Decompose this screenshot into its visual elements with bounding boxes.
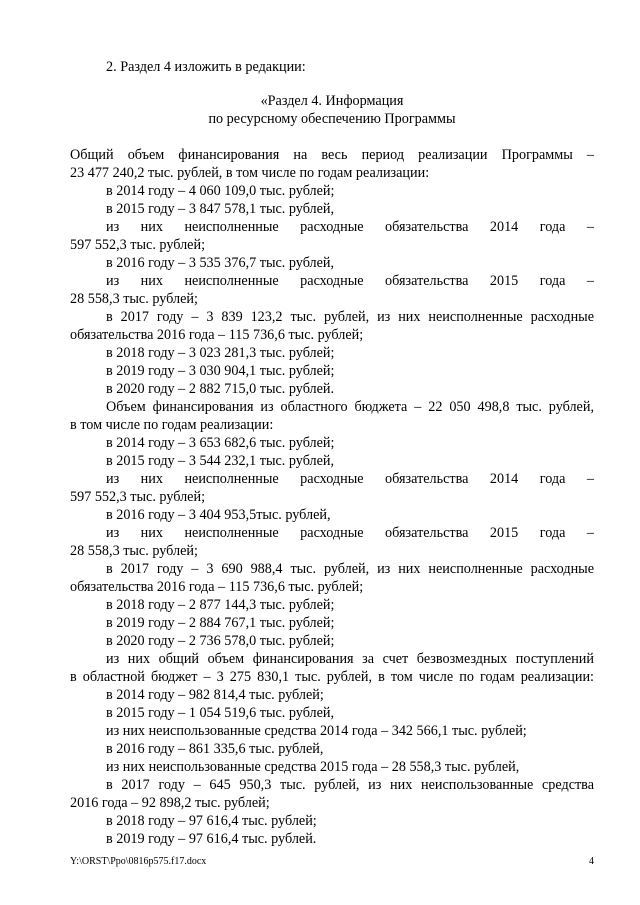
body-line: в областной бюджет – 3 275 830,1 тыс. рублей, в том числе по годам реализации: bbox=[70, 669, 594, 685]
section-subtitle: по ресурсному обеспечению Программы bbox=[208, 111, 456, 127]
body-line: в 2016 году – 3 404 953,5тыс. рублей, bbox=[106, 507, 331, 523]
body-line: из них неисполненные расходные обязательства 2015 года – bbox=[106, 525, 594, 541]
body-line: в 2018 году – 97 616,4 тыс. рублей; bbox=[106, 813, 317, 829]
body-line: из них неисполненные расходные обязательства 2014 года – bbox=[106, 219, 594, 235]
body-line: из них неиспользованные средства 2015 года – 28 558,3 тыс. рублей, bbox=[106, 759, 520, 775]
body-line: Объем финансирования из областного бюджета – 22 050 498,8 тыс. рублей, bbox=[106, 399, 594, 415]
body-line: в 2015 году – 1 054 519,6 тыс. рублей, bbox=[106, 705, 335, 721]
body-line: из них неисполненные расходные обязательства 2014 года – bbox=[106, 471, 594, 487]
body-line: в 2019 году – 2 884 767,1 тыс. рублей; bbox=[106, 615, 335, 631]
body-line: в 2014 году – 4 060 109,0 тыс. рублей; bbox=[106, 183, 335, 199]
amendment-instruction: 2. Раздел 4 изложить в редакции: bbox=[106, 59, 306, 75]
body-line: в 2020 году – 2 882 715,0 тыс. рублей. bbox=[106, 381, 335, 397]
body-line: в 2019 году – 97 616,4 тыс. рублей. bbox=[106, 831, 317, 847]
body-line: обязательства 2016 года – 115 736,6 тыс. рублей; bbox=[70, 327, 364, 343]
body-line: в 2017 году – 3 839 123,2 тыс. рублей, из них неисполненные расходные bbox=[106, 309, 594, 325]
body-line: в 2019 году – 3 030 904,1 тыс. рублей; bbox=[106, 363, 335, 379]
body-line: в 2017 году – 645 950,3 тыс. рублей, из них неиспользованные средства bbox=[106, 777, 594, 793]
body-line: в 2017 году – 3 690 988,4 тыс. рублей, из них неисполненные расходные bbox=[106, 561, 594, 577]
body-line: в 2018 году – 2 877 144,3 тыс. рублей; bbox=[106, 597, 335, 613]
body-line: в 2014 году – 982 814,4 тыс. рублей; bbox=[106, 687, 324, 703]
body-line: 28 558,3 тыс. рублей; bbox=[70, 291, 198, 307]
body-line: в 2014 году – 3 653 682,6 тыс. рублей; bbox=[106, 435, 335, 451]
body-line: в 2016 году – 861 335,6 тыс. рублей, bbox=[106, 741, 324, 757]
body-line: 23 477 240,2 тыс. рублей, в том числе по годам реализации: bbox=[70, 165, 430, 181]
body-line: обязательства 2016 года – 115 736,6 тыс. рублей; bbox=[70, 579, 364, 595]
body-line: Общий объем финансирования на весь период реализации Программы – bbox=[70, 147, 594, 163]
body-line: в 2020 году – 2 736 578,0 тыс. рублей; bbox=[106, 633, 335, 649]
body-line: 597 552,3 тыс. рублей; bbox=[70, 489, 206, 505]
body-line: из них неиспользованные средства 2014 года – 342 566,1 тыс. рублей; bbox=[106, 723, 527, 739]
body-line: в 2015 году – 3 544 232,1 тыс. рублей, bbox=[106, 453, 335, 469]
body-line: из них общий объем финансирования за счет безвозмездных поступлений bbox=[106, 651, 594, 667]
page-number: 4 bbox=[589, 856, 594, 867]
body-line: в 2015 году – 3 847 578,1 тыс. рублей, bbox=[106, 201, 335, 217]
section-title: «Раздел 4. Информация bbox=[260, 93, 404, 109]
body-line: 28 558,3 тыс. рублей; bbox=[70, 543, 198, 559]
body-line: 2016 года – 92 898,2 тыс. рублей; bbox=[70, 795, 270, 811]
footer-file-path: Y:\ORST\Ppo\0816p575.f17.docx bbox=[70, 856, 207, 867]
body-line: в 2016 году – 3 535 376,7 тыс. рублей, bbox=[106, 255, 335, 271]
body-line: в 2018 году – 3 023 281,3 тыс. рублей; bbox=[106, 345, 335, 361]
body-line: из них неисполненные расходные обязательства 2015 года – bbox=[106, 273, 594, 289]
body-line: 597 552,3 тыс. рублей; bbox=[70, 237, 206, 253]
body-line: в том числе по годам реализации: bbox=[70, 417, 274, 433]
